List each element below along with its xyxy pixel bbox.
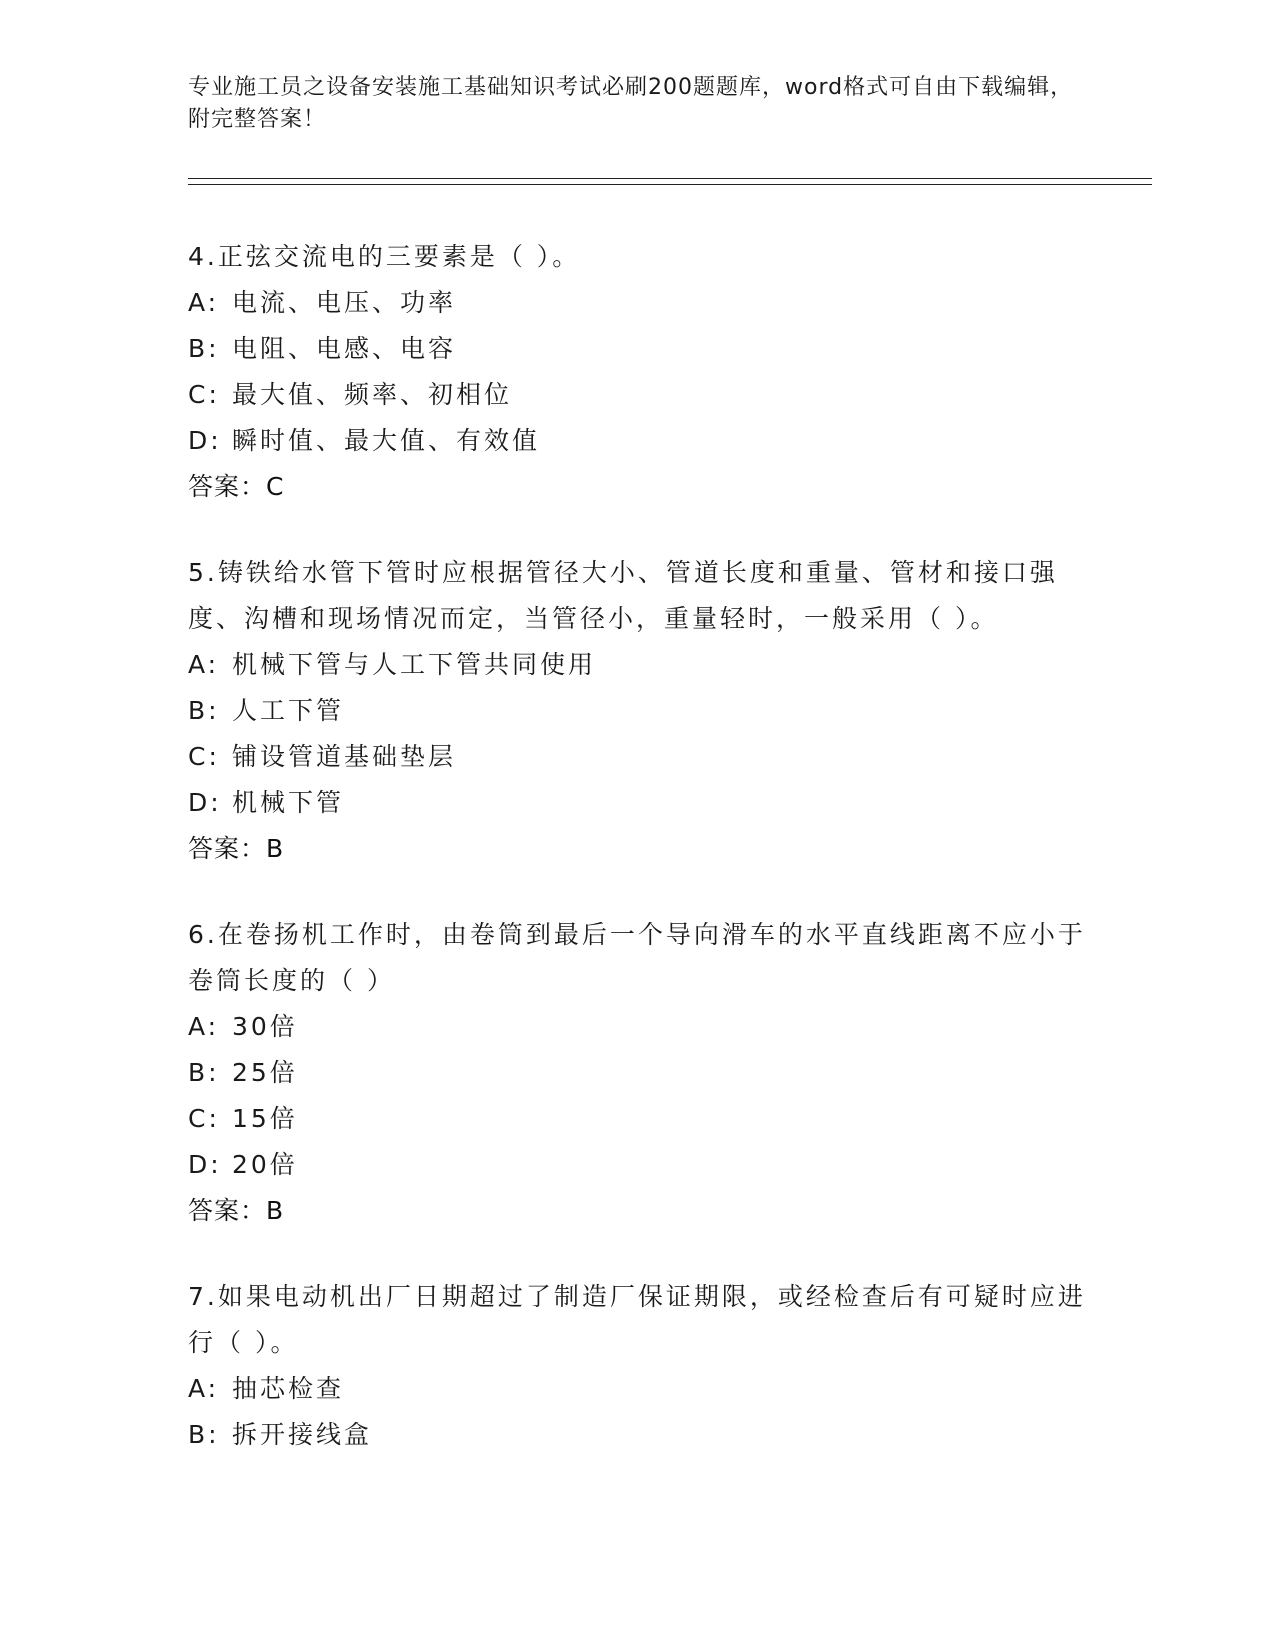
option-d xyxy=(188,1142,1108,1188)
option-letter: B: xyxy=(188,696,220,725)
option-text: 拆开接线盒 xyxy=(232,1420,373,1449)
answer-line: 答案：C xyxy=(188,472,285,501)
question-7 xyxy=(188,1274,1108,1458)
question-list xyxy=(188,234,1108,1498)
option-a xyxy=(188,1004,1108,1050)
option-text: 30倍 xyxy=(232,1012,298,1041)
option-a xyxy=(188,1366,1108,1412)
question-5 xyxy=(188,550,1108,872)
question-text: 4.正弦交流电的三要素是（ ）。 xyxy=(188,242,581,271)
answer-line: 答案：B xyxy=(188,834,285,863)
option-b xyxy=(188,1050,1108,1096)
document-header: 专业施工员之设备安装施工基础知识考试必刷200题题库，word格式可自由下载编辑，附完整答案！ xyxy=(188,75,1074,132)
option-letter: C: xyxy=(188,380,220,409)
option-letter: D: xyxy=(188,788,222,817)
option-c xyxy=(188,734,1108,780)
option-text: 抽芯检查 xyxy=(232,1374,345,1403)
option-a xyxy=(188,642,1108,688)
option-text: 15倍 xyxy=(232,1104,298,1133)
option-letter: A: xyxy=(188,1012,220,1041)
option-letter: A: xyxy=(188,650,220,679)
option-b xyxy=(188,688,1108,734)
option-text: 电流、电压、功率 xyxy=(232,288,457,317)
option-b xyxy=(188,1412,1108,1458)
option-letter: B: xyxy=(188,1420,220,1449)
option-letter: A: xyxy=(188,288,220,317)
header-divider-top xyxy=(188,178,1152,179)
option-text: 铺设管道基础垫层 xyxy=(232,742,457,771)
option-text: 瞬时值、最大值、有效值 xyxy=(232,426,541,455)
option-letter: A: xyxy=(188,1374,220,1403)
header-divider-bottom xyxy=(188,184,1152,185)
option-b xyxy=(188,326,1108,372)
option-text: 20倍 xyxy=(232,1150,298,1179)
option-a xyxy=(188,280,1108,326)
option-text: 机械下管 xyxy=(232,788,345,817)
option-text: 最大值、频率、初相位 xyxy=(232,380,513,409)
option-letter: C: xyxy=(188,1104,220,1133)
option-letter: D: xyxy=(188,426,222,455)
question-text: 7.如果电动机出厂日期超过了制造厂保证期限，或经检查后有可疑时应进行（ ）。 xyxy=(188,1282,1086,1357)
question-4 xyxy=(188,234,1108,510)
option-text: 25倍 xyxy=(232,1058,298,1087)
answer-line: 答案：B xyxy=(188,1196,285,1225)
option-letter: B: xyxy=(188,1058,220,1087)
question-6 xyxy=(188,912,1108,1234)
option-text: 机械下管与人工下管共同使用 xyxy=(232,650,597,679)
question-text: 6.在卷扬机工作时，由卷筒到最后一个导向滑车的水平直线距离不应小于卷筒长度的（ ） xyxy=(188,920,1086,995)
option-letter: C: xyxy=(188,742,220,771)
option-text: 电阻、电感、电容 xyxy=(232,334,457,363)
option-d xyxy=(188,780,1108,826)
option-c xyxy=(188,1096,1108,1142)
option-d xyxy=(188,418,1108,464)
option-letter: B: xyxy=(188,334,220,363)
option-text: 人工下管 xyxy=(232,696,345,725)
question-text: 5.铸铁给水管下管时应根据管径大小、管道长度和重量、管材和接口强度、沟槽和现场情况而定，当管径小，重量轻时，一般采用（ ）。 xyxy=(188,558,1058,633)
option-c xyxy=(188,372,1108,418)
option-letter: D: xyxy=(188,1150,222,1179)
